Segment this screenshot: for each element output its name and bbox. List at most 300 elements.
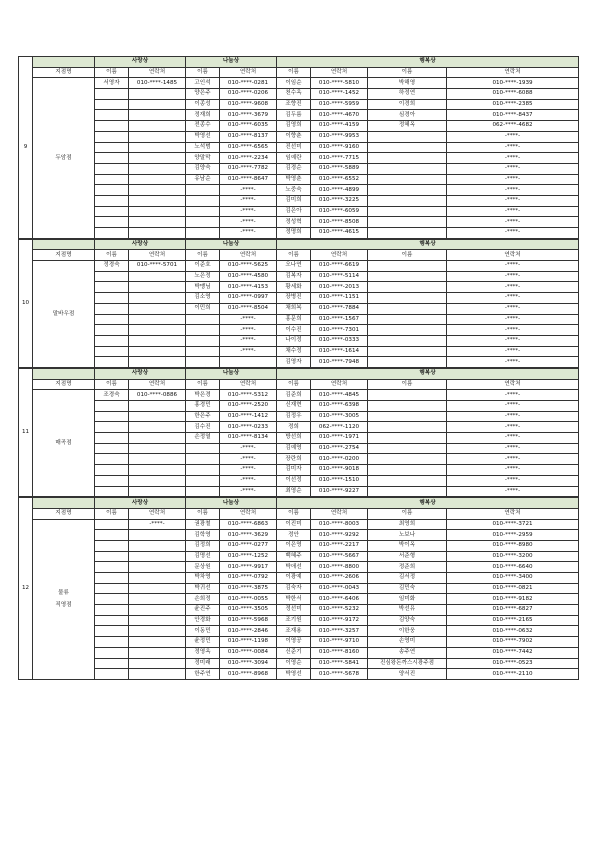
contact-column-header: 연락처 [311, 250, 368, 261]
share-contact-cell: 010-****-3629 [220, 530, 277, 541]
block-number: 11 [19, 368, 33, 496]
share-name-cell [186, 486, 220, 497]
share-name-cell: 이동민 [186, 626, 220, 637]
branch-block-table [18, 497, 579, 680]
happy-contact-cell: -****- [447, 293, 579, 304]
share-name-cell: 정미래 [186, 658, 220, 669]
share-name-cell: 김소영 [186, 293, 220, 304]
happy-contact-cell: 010-****-8508 [311, 217, 368, 228]
happy-name-cell: 황세화 [277, 282, 311, 293]
love-contact-cell [129, 335, 186, 346]
love-contact-cell [129, 422, 186, 433]
happy-contact-cell: 010-****-6552 [311, 174, 368, 185]
happy-contact-cell: 010-****-9018 [311, 465, 368, 476]
happy-contact-cell: 010-****-9953 [311, 131, 368, 142]
branch-name: 말바우점 [52, 311, 75, 317]
happy-contact-cell: 010-****-2165 [447, 615, 579, 626]
name-column-header: 이름 [277, 67, 311, 78]
happy-name-cell [368, 401, 447, 412]
branch-name: 두암점 [55, 155, 72, 162]
love-contact-cell [129, 325, 186, 336]
share-name-cell [186, 217, 220, 228]
happy-contact-cell: -****- [447, 271, 579, 282]
happy-contact-cell: 010-****-9182 [447, 594, 579, 605]
happy-name-cell [368, 261, 447, 272]
happy-contact-cell: 010-****-0821 [447, 583, 579, 594]
branch-name-cell [33, 390, 95, 497]
group-header-happy: 행복상 [277, 239, 579, 250]
happy-contact-cell: 010-****-4159 [311, 121, 368, 132]
love-contact-cell [129, 346, 186, 357]
love-name-cell [95, 303, 129, 314]
love-contact-cell [129, 465, 186, 476]
happy-contact-cell: -****- [447, 475, 579, 486]
happy-contact-cell: -****- [447, 228, 579, 239]
branch-block-table [18, 56, 579, 239]
happy-name-cell: 장병진 [277, 293, 311, 304]
branch-name-cell [33, 519, 95, 679]
happy-contact-cell: -****- [447, 454, 579, 465]
love-contact-cell [129, 89, 186, 100]
happy-name-cell [368, 325, 447, 336]
happy-name-cell: 박이옥 [368, 540, 447, 551]
group-header-happy: 행복상 [277, 57, 579, 68]
love-contact-cell [129, 99, 186, 110]
share-contact-cell: -****- [220, 206, 277, 217]
happy-contact-cell: -****- [447, 422, 579, 433]
group-header-share: 나눔상 [186, 57, 277, 68]
happy-contact-cell: 010-****-4670 [311, 110, 368, 121]
love-contact-cell [129, 217, 186, 228]
share-name-cell: 박차영 [186, 573, 220, 584]
contact-column-header: 연락처 [220, 67, 277, 78]
share-contact-cell: 010-****-2234 [220, 153, 277, 164]
share-contact-cell: 010-****-7782 [220, 163, 277, 174]
happy-contact-cell: 010-****-0043 [311, 583, 368, 594]
share-name-cell: 손희정 [186, 594, 220, 605]
happy-name-cell [368, 185, 447, 196]
share-contact-cell: 010-****-0055 [220, 594, 277, 605]
name-column-header: 이름 [368, 67, 447, 78]
love-name-cell [95, 217, 129, 228]
group-header-love: 사랑상 [95, 57, 186, 68]
share-contact-cell: 010-****-0277 [220, 540, 277, 551]
love-name-cell [95, 314, 129, 325]
block-number: 12 [19, 498, 33, 680]
happy-name-cell: 이한웅 [368, 626, 447, 637]
happy-name-cell: 김영희 [277, 121, 311, 132]
love-contact-cell [129, 454, 186, 465]
happy-contact-cell: 010-****-1151 [311, 293, 368, 304]
share-name-cell: 양말막 [186, 153, 220, 164]
love-contact-cell [129, 551, 186, 562]
share-name-cell: 김학영 [186, 530, 220, 541]
happy-contact-cell: -****- [447, 401, 579, 412]
share-contact-cell: 010-****-1252 [220, 551, 277, 562]
share-contact-cell [220, 357, 277, 368]
block-number: 9 [19, 57, 33, 239]
happy-name-cell: 박애선 [277, 562, 311, 573]
group-header-happy: 행복상 [277, 498, 579, 509]
happy-name-cell: 정성혁 [277, 217, 311, 228]
love-name-cell [95, 357, 129, 368]
happy-name-cell: 손영미 [368, 637, 447, 648]
happy-contact-cell: 010-****-4615 [311, 228, 368, 239]
love-name-cell [95, 605, 129, 616]
branch-column-header: 지점명 [33, 67, 95, 78]
happy-contact-cell: 010-****-8437 [447, 110, 579, 121]
happy-name-cell: 최영희 [368, 519, 447, 530]
branch-name: 물류 [58, 590, 69, 597]
happy-name-cell: 조향진 [277, 99, 311, 110]
branch-name: 매곡점 [55, 440, 72, 447]
love-contact-cell [129, 637, 186, 648]
happy-name-cell: 이영공 [277, 637, 311, 648]
happy-name-cell: 노보나 [368, 530, 447, 541]
happy-name-cell [368, 335, 447, 346]
share-contact-cell: -****- [220, 475, 277, 486]
share-contact-cell: 010-****-0281 [220, 78, 277, 89]
happy-name-cell: 서준형 [368, 551, 447, 562]
love-name-cell [95, 335, 129, 346]
happy-contact-cell: 010-****-9172 [311, 615, 368, 626]
happy-contact-cell: 010-****-8800 [311, 562, 368, 573]
happy-contact-cell: 010-****-3200 [447, 551, 579, 562]
group-header-share: 나눔상 [186, 368, 277, 379]
love-contact-cell [129, 163, 186, 174]
happy-contact-cell: -****- [447, 174, 579, 185]
name-column-header: 이름 [186, 67, 220, 78]
happy-name-cell [368, 443, 447, 454]
contact-column-header: 연락처 [447, 379, 579, 390]
love-contact-cell [129, 562, 186, 573]
happy-contact-cell: 010-****-0632 [447, 626, 579, 637]
contact-column-header: 연락처 [447, 508, 579, 519]
love-contact-cell [129, 615, 186, 626]
happy-name-cell: 이향춘 [277, 131, 311, 142]
contact-column-header: 연락처 [220, 508, 277, 519]
name-column-header: 이름 [95, 508, 129, 519]
share-contact-cell: 010-****-9917 [220, 562, 277, 573]
share-name-cell: 고인석 [186, 78, 220, 89]
happy-contact-cell: -****- [447, 153, 579, 164]
happy-name-cell: 정선미 [277, 605, 311, 616]
happy-name-cell: 김두름 [277, 110, 311, 121]
share-name-cell [186, 357, 220, 368]
contact-column-header: 연락처 [447, 67, 579, 78]
happy-contact-cell: 010-****-6406 [311, 594, 368, 605]
happy-contact-cell: 010-****-5889 [311, 163, 368, 174]
love-contact-cell [129, 314, 186, 325]
happy-name-cell: 백혜주 [277, 551, 311, 562]
happy-contact-cell: 010-****-2110 [447, 669, 579, 680]
happy-contact-cell: 010-****-8003 [311, 519, 368, 530]
share-name-cell [186, 314, 220, 325]
group-header-love: 사랑상 [95, 498, 186, 509]
love-contact-cell [129, 110, 186, 121]
name-column-header: 이름 [186, 379, 220, 390]
share-contact-cell: -****- [220, 314, 277, 325]
happy-contact-cell: 010-****-3721 [447, 519, 579, 530]
happy-name-cell: 김경순 [277, 163, 311, 174]
happy-contact-cell: 010-****-6088 [447, 89, 579, 100]
share-contact-cell: -****- [220, 346, 277, 357]
happy-name-cell: 노중숙 [277, 185, 311, 196]
share-name-cell [186, 346, 220, 357]
share-name-cell: 권광철 [186, 519, 220, 530]
name-column-header: 이름 [277, 508, 311, 519]
happy-contact-cell: 010-****-0523 [447, 658, 579, 669]
love-name-cell [95, 475, 129, 486]
happy-contact-cell: 010-****-3257 [311, 626, 368, 637]
happy-name-cell: 하정연 [368, 89, 447, 100]
share-name-cell: 박맹님 [186, 282, 220, 293]
happy-contact-cell: -****- [447, 443, 579, 454]
love-contact-cell [129, 131, 186, 142]
award-list-page [18, 56, 578, 680]
love-contact-cell [129, 433, 186, 444]
share-name-cell: 박귀선 [186, 583, 220, 594]
share-name-cell: 노석범 [186, 142, 220, 153]
love-name-cell [95, 346, 129, 357]
love-name-cell [95, 615, 129, 626]
share-contact-cell: -****- [220, 228, 277, 239]
love-name-cell [95, 282, 129, 293]
share-contact-cell: 010-****-0233 [220, 422, 277, 433]
happy-name-cell: 정준희 [368, 562, 447, 573]
love-contact-cell [129, 530, 186, 541]
love-name-cell [95, 411, 129, 422]
love-name-cell [95, 271, 129, 282]
branch-block-table [18, 239, 579, 368]
love-name-cell: 조경숙 [95, 390, 129, 401]
happy-contact-cell: -****- [447, 261, 579, 272]
share-name-cell [186, 335, 220, 346]
love-name-cell [95, 669, 129, 680]
happy-contact-cell: 010-****-6619 [311, 261, 368, 272]
happy-contact-cell: -****- [447, 390, 579, 401]
share-name-cell: 박영선 [186, 131, 220, 142]
share-contact-cell: 010-****-3505 [220, 605, 277, 616]
love-contact-cell [129, 475, 186, 486]
love-name-cell [95, 174, 129, 185]
contact-column-header: 연락처 [129, 67, 186, 78]
happy-contact-cell: 010-****-1971 [311, 433, 368, 444]
love-contact-cell [129, 121, 186, 132]
happy-contact-cell: 062-****-1120 [311, 422, 368, 433]
love-name-cell [95, 540, 129, 551]
happy-contact-cell: -****- [447, 206, 579, 217]
name-column-header: 이름 [277, 250, 311, 261]
happy-contact-cell: 010-****-7301 [311, 325, 368, 336]
happy-contact-cell: 010-****-6827 [447, 605, 579, 616]
love-name-cell [95, 551, 129, 562]
love-name-cell [95, 530, 129, 541]
happy-name-cell [368, 293, 447, 304]
happy-contact-cell: 010-****-0200 [311, 454, 368, 465]
happy-contact-cell: -****- [447, 303, 579, 314]
happy-name-cell: 장란희 [277, 454, 311, 465]
love-contact-cell [129, 411, 186, 422]
share-name-cell: 문상원 [186, 562, 220, 573]
happy-name-cell [368, 433, 447, 444]
happy-contact-cell: -****- [447, 131, 579, 142]
branch-column-header: 지점명 [33, 508, 95, 519]
group-spacer [33, 57, 95, 68]
happy-contact-cell: 010-****-9710 [311, 637, 368, 648]
share-contact-cell: -****- [220, 217, 277, 228]
love-contact-cell [129, 669, 186, 680]
happy-name-cell [368, 217, 447, 228]
happy-contact-cell: 010-****-5232 [311, 605, 368, 616]
share-contact-cell: 010-****-5312 [220, 390, 277, 401]
love-name-cell [95, 99, 129, 110]
happy-name-cell: 임미화 [368, 594, 447, 605]
happy-name-cell: 오나연 [277, 261, 311, 272]
love-contact-cell [129, 153, 186, 164]
branch-block-table [18, 368, 579, 497]
happy-contact-cell: -****- [447, 335, 579, 346]
contact-column-header: 연락처 [311, 508, 368, 519]
happy-name-cell: 김양숙 [368, 615, 447, 626]
share-name-cell [186, 206, 220, 217]
love-contact-cell [129, 401, 186, 412]
share-contact-cell: 010-****-4153 [220, 282, 277, 293]
happy-name-cell [368, 357, 447, 368]
love-name-cell [95, 594, 129, 605]
happy-name-cell: 이경희 [368, 99, 447, 110]
love-name-cell [95, 465, 129, 476]
happy-contact-cell: -****- [447, 486, 579, 497]
happy-contact-cell: 010-****-9227 [311, 486, 368, 497]
happy-contact-cell: 062-****-4682 [447, 121, 579, 132]
name-column-header: 이름 [186, 508, 220, 519]
share-name-cell: 안경화 [186, 615, 220, 626]
contact-column-header: 연락처 [311, 67, 368, 78]
share-name-cell: 손정열 [186, 433, 220, 444]
name-column-header: 이름 [277, 379, 311, 390]
happy-name-cell: 천수옥 [277, 89, 311, 100]
love-name-cell: 서영자 [95, 78, 129, 89]
love-name-cell [95, 185, 129, 196]
love-name-cell [95, 195, 129, 206]
love-contact-cell [129, 293, 186, 304]
happy-contact-cell: 010-****-7884 [311, 303, 368, 314]
share-name-cell [186, 325, 220, 336]
contact-column-header: 연락처 [311, 379, 368, 390]
group-header-love: 사랑상 [95, 239, 186, 250]
love-contact-cell [129, 573, 186, 584]
happy-name-cell [368, 390, 447, 401]
branch-name: 직영점 [55, 602, 72, 609]
love-name-cell [95, 206, 129, 217]
happy-name-cell: 김숙자 [277, 583, 311, 594]
contact-column-header: 연락처 [220, 250, 277, 261]
happy-contact-cell: 010-****-2754 [311, 443, 368, 454]
share-contact-cell: 010-****-3679 [220, 110, 277, 121]
share-name-cell: 윤정민 [186, 637, 220, 648]
branch-name-cell [33, 78, 95, 238]
love-contact-cell [129, 540, 186, 551]
happy-name-cell: 이영순 [277, 658, 311, 669]
share-name-cell: 이준호 [186, 261, 220, 272]
happy-name-cell [368, 282, 447, 293]
share-name-cell [186, 195, 220, 206]
happy-contact-cell: -****- [447, 433, 579, 444]
share-contact-cell: -****- [220, 443, 277, 454]
love-contact-cell [129, 282, 186, 293]
happy-name-cell: 진선미 [277, 142, 311, 153]
happy-name-cell: 김복자 [277, 271, 311, 282]
share-contact-cell: -****- [220, 486, 277, 497]
happy-name-cell: 박한서 [277, 594, 311, 605]
share-name-cell: 정재희 [186, 110, 220, 121]
happy-name-cell [368, 206, 447, 217]
share-name-cell: 이민희 [186, 303, 220, 314]
happy-name-cell [368, 314, 447, 325]
share-contact-cell: 010-****-2846 [220, 626, 277, 637]
happy-name-cell [368, 465, 447, 476]
love-name-cell [95, 454, 129, 465]
share-name-cell: 전종수 [186, 121, 220, 132]
happy-contact-cell: 010-****-1939 [447, 78, 579, 89]
happy-name-cell [368, 422, 447, 433]
love-name-cell [95, 110, 129, 121]
love-name-cell [95, 573, 129, 584]
happy-name-cell: 김은아 [277, 206, 311, 217]
happy-contact-cell: -****- [447, 314, 579, 325]
happy-name-cell: 정명희 [277, 228, 311, 239]
group-spacer [33, 239, 95, 250]
happy-contact-cell: -****- [447, 142, 579, 153]
happy-contact-cell: -****- [447, 346, 579, 357]
contact-column-header: 연락처 [447, 250, 579, 261]
happy-contact-cell: 010-****-6398 [311, 401, 368, 412]
love-contact-cell [129, 594, 186, 605]
happy-contact-cell: -****- [447, 163, 579, 174]
happy-contact-cell: 010-****-4845 [311, 390, 368, 401]
happy-name-cell: 김미희 [277, 195, 311, 206]
love-name-cell [95, 228, 129, 239]
love-name-cell [95, 637, 129, 648]
love-name-cell [95, 626, 129, 637]
love-name-cell [95, 401, 129, 412]
love-contact-cell: 010-****-5701 [129, 261, 186, 272]
love-contact-cell: 010-****-1485 [129, 78, 186, 89]
love-contact-cell [129, 486, 186, 497]
share-contact-cell: 010-****-8504 [220, 303, 277, 314]
happy-contact-cell: 010-****-1452 [311, 89, 368, 100]
love-contact-cell [129, 583, 186, 594]
happy-name-cell: 나이정 [277, 335, 311, 346]
group-header-happy: 행복상 [277, 368, 579, 379]
happy-name-cell: 이광예 [277, 573, 311, 584]
love-contact-cell [129, 357, 186, 368]
share-contact-cell: -****- [220, 325, 277, 336]
contact-column-header: 연락처 [129, 379, 186, 390]
happy-name-cell [368, 195, 447, 206]
happy-name-cell: 김정우 [277, 411, 311, 422]
happy-name-cell: 조재용 [277, 626, 311, 637]
love-contact-cell [129, 303, 186, 314]
happy-contact-cell: -****- [447, 465, 579, 476]
group-header-share: 나눔상 [186, 239, 277, 250]
happy-name-cell [368, 153, 447, 164]
love-name-cell [95, 422, 129, 433]
happy-name-cell: 방선희 [277, 433, 311, 444]
share-contact-cell: 010-****-0997 [220, 293, 277, 304]
happy-contact-cell: 010-****-2606 [311, 573, 368, 584]
